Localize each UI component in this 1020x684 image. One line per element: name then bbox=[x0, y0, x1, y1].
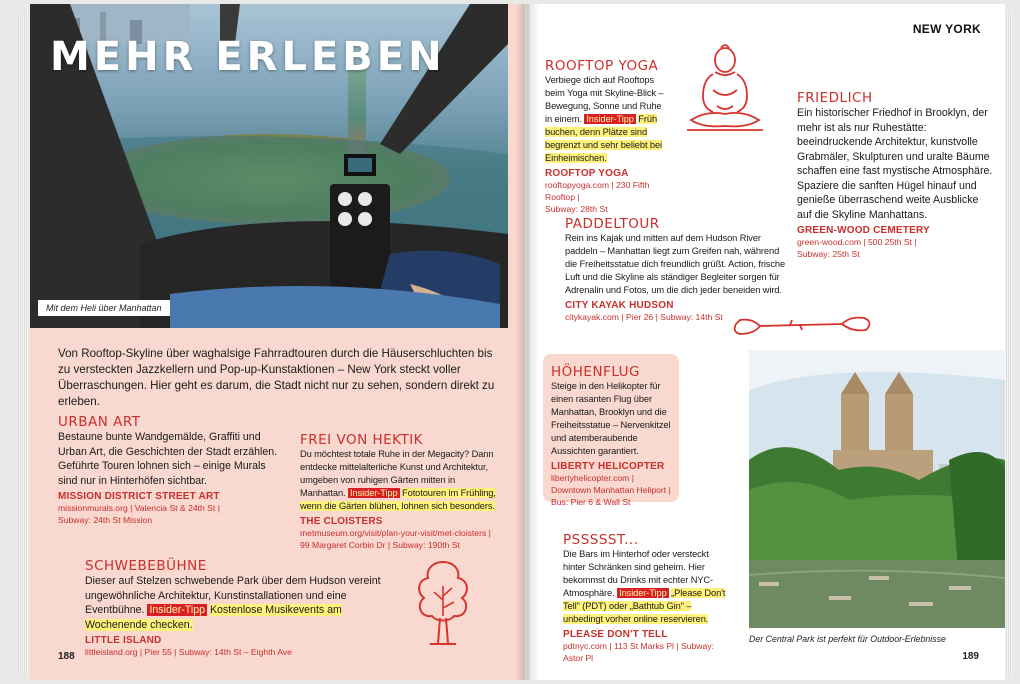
friedlich-place: GREEN-WOOD CEMETERY bbox=[797, 225, 930, 236]
paddel-info-1: citykayak.com | Pier 26 | Subway: 14th St bbox=[565, 312, 723, 322]
insider-tip-text: Fototouren im Frühling, wenn die Gärten blühen, lohnen sich besonders. bbox=[300, 488, 496, 511]
schwebebuehne-block bbox=[85, 558, 405, 658]
pssst-info-1: pdtnyc.com | 113 St Marks Pl | Subway: Astor Pl bbox=[563, 641, 714, 663]
right-page bbox=[525, 4, 1005, 680]
schwebe-place: LITTLE ISLAND bbox=[85, 635, 162, 646]
pssst-place: PLEASE DON'T TELL bbox=[563, 629, 668, 640]
urban-art-info-2: Subway: 24th St Mission bbox=[58, 515, 153, 525]
tree-icon bbox=[412, 556, 474, 648]
friedlich-info-1: green-wood.com | 500 25th St | bbox=[797, 237, 917, 247]
hoehen-info-1: libertyhelicopter.com | Downtown Manhattan Heliport | Bus: Pier 6 & Wall St bbox=[551, 473, 671, 507]
insider-tip-label: Insider-Tipp bbox=[149, 604, 205, 616]
buddha-yoga-icon bbox=[677, 40, 773, 140]
urban-art-place: MISSION DISTRICT STREET ART bbox=[58, 491, 220, 502]
pssst-title: PSSSSST... bbox=[563, 532, 639, 548]
friedlich-title: FRIEDLICH bbox=[797, 90, 873, 106]
friedlich-block bbox=[797, 90, 993, 260]
rooftop-title: ROOFTOP YOGA bbox=[545, 58, 659, 74]
section-hero-title: MEHR ERLEBEN bbox=[50, 34, 446, 80]
frei-title: FREI VON HEKTIK bbox=[300, 432, 424, 448]
insider-tip-label: Insider-Tipp bbox=[586, 114, 634, 124]
pssst-text: Die Bars im Hinterhof oder versteckt hinter Schränken sind geheim. Hier bekommst du Drinks mit echter NYC-Atmosphäre. Insider-Tipp „Please Don't Tell" (PDT) oder „Bathtub Gin" – unbedingt vorher online reservieren. bbox=[563, 549, 726, 624]
schwebe-title: SCHWEBEBÜHNE bbox=[85, 558, 207, 574]
insider-tip-label: Insider-Tipp bbox=[619, 588, 667, 598]
hoehenflug-block bbox=[543, 354, 679, 507]
book-gutter bbox=[516, 4, 540, 680]
urban-art-title: URBAN ART bbox=[58, 414, 141, 430]
urban-art-info-1: missionmurals.org | Valencia St & 24th St | bbox=[58, 503, 220, 513]
hoehen-place: LIBERTY HELICOPTER bbox=[551, 461, 665, 472]
urban-art-block bbox=[58, 414, 278, 526]
intro-paragraph: Von Rooftop-Skyline über waghalsige Fahrradtouren durch die Häuserschluchten bis zu versteckten Jazzkellern und Pop-up-Kunstaktionen – New York steckt voller Überraschungen. Hier geht es darum, die Stadt nicht nur zu sehen, sondern direkt zu erleben. bbox=[58, 347, 495, 408]
page-edge-left bbox=[18, 12, 28, 676]
schwebe-info-1: littleisland.org | Pier 55 | Subway: 14th St – Eighth Ave bbox=[85, 647, 292, 657]
kayak-paddle-icon bbox=[730, 310, 876, 340]
rooftop-info-2: Subway: 28th St bbox=[545, 204, 608, 214]
hoehen-text: Steige in den Helikopter für einen rasanten Flug über Manhattan, Brooklyn und die Freiheitsstatue – Nervenkitzel und atemberaubende Aussichten garantiert. bbox=[551, 381, 671, 456]
urban-art-text: Bestaune bunte Wandgemälde, Graffiti und Urban Art, die Geschichten der Stadt erzählen. Geführte Touren lohnen sich – einige Murals sind nur in Hinterhöfen sichtbar. bbox=[58, 431, 278, 487]
insider-tip-text: „Please Don't Tell" (PDT) oder „Bathtub Gin" – unbedingt vorher online reservieren. bbox=[563, 588, 726, 624]
page-number-left: 188 bbox=[58, 651, 75, 662]
region-header: NEW YORK bbox=[912, 22, 981, 36]
psssst-block bbox=[563, 532, 733, 664]
schwebe-text: Dieser auf Stelzen schwebende Park über dem Hudson vereint ungewöhnliche Architektur, Kunstinstallationen und eine Eventbühne. Insider-Tipp Kostenlose Musikevents am Wochenende checken. bbox=[85, 575, 381, 631]
paddeltour-block bbox=[565, 216, 793, 323]
frei-info-2: 99 Margaret Corbin Dr | Subway: 190th St bbox=[300, 540, 460, 550]
page-number-right: 189 bbox=[962, 651, 979, 662]
paddel-place: CITY KAYAK HUDSON bbox=[565, 300, 674, 311]
open-book bbox=[18, 4, 1012, 680]
helicopter-photo bbox=[30, 4, 508, 328]
rooftop-text: Verbiege dich auf Rooftops beim Yoga mit Skyline-Blick – Bewegung, Sonne und Ruhe in einem. Insider-Tipp Früh buchen, denn Plätze sind begrenzt und sehr beliebt bei Einheimischen. bbox=[545, 75, 664, 163]
hoehen-title: HÖHENFLUG bbox=[551, 364, 641, 380]
insider-tip-label: Insider-Tipp bbox=[350, 488, 398, 498]
friedlich-info-2: Subway: 25th St bbox=[797, 249, 860, 259]
friedlich-text: Ein historischer Friedhof in Brooklyn, der mehr ist als nur Ruhestätte: beeindruckende Architektur, kunstvolle Grabmäler, Skulpturen und uralte Bäume schaffen eine fast mystische Atmosphäre. Spaziere die sanften Hügel hinauf und genieße überraschend weite Ausblicke auf die Skyline Manhattans. bbox=[797, 107, 993, 221]
paddel-title: PADDELTOUR bbox=[565, 216, 660, 232]
photo-caption: Mit dem Heli über Manhattan bbox=[38, 300, 170, 316]
paddel-text: Rein ins Kajak und mitten auf dem Hudson River paddeln – Manhattan liegt zum Greifen nah, während die Freiheitsstatue dich freundlich grüßt. Action, frische Luft und die Skyline als ständiger Begleiter sorgen für Adrenalin und Fotos, um die dich jeder beneiden wird. bbox=[565, 233, 786, 295]
insider-tip-text: Früh buchen, denn Plätze sind begrenzt und sehr beliebt bei Einheimischen. bbox=[545, 114, 663, 163]
frei-place: THE CLOISTERS bbox=[300, 516, 383, 527]
frei-von-hektik-block bbox=[300, 432, 500, 551]
central-park-caption: Der Central Park ist perfekt für Outdoor-Erlebnisse bbox=[749, 634, 946, 644]
rooftop-info-1: rooftopyoga.com | 230 Fifth Rooftop | bbox=[545, 180, 650, 202]
frei-info-1: metmuseum.org/visit/plan-your-visit/met-cloisters | bbox=[300, 528, 491, 538]
central-park-photo bbox=[749, 350, 1005, 628]
left-page bbox=[30, 4, 525, 680]
insider-tip-text: Kostenlose Musikevents am Wochenende checken. bbox=[85, 604, 342, 631]
rooftop-yoga-block bbox=[545, 58, 669, 215]
frei-text: Du möchtest totale Ruhe in der Megacity? Dann entdecke mittelalterliche Kunst und Architektur, umgeben von ruhigen Gärten mitten in Manhattan. Insider-Tipp Fototouren im Frühling, wenn die Gärten blühen, lohnen sich besonders. bbox=[300, 449, 496, 511]
rooftop-place: ROOFTOP YOGA bbox=[545, 168, 629, 179]
